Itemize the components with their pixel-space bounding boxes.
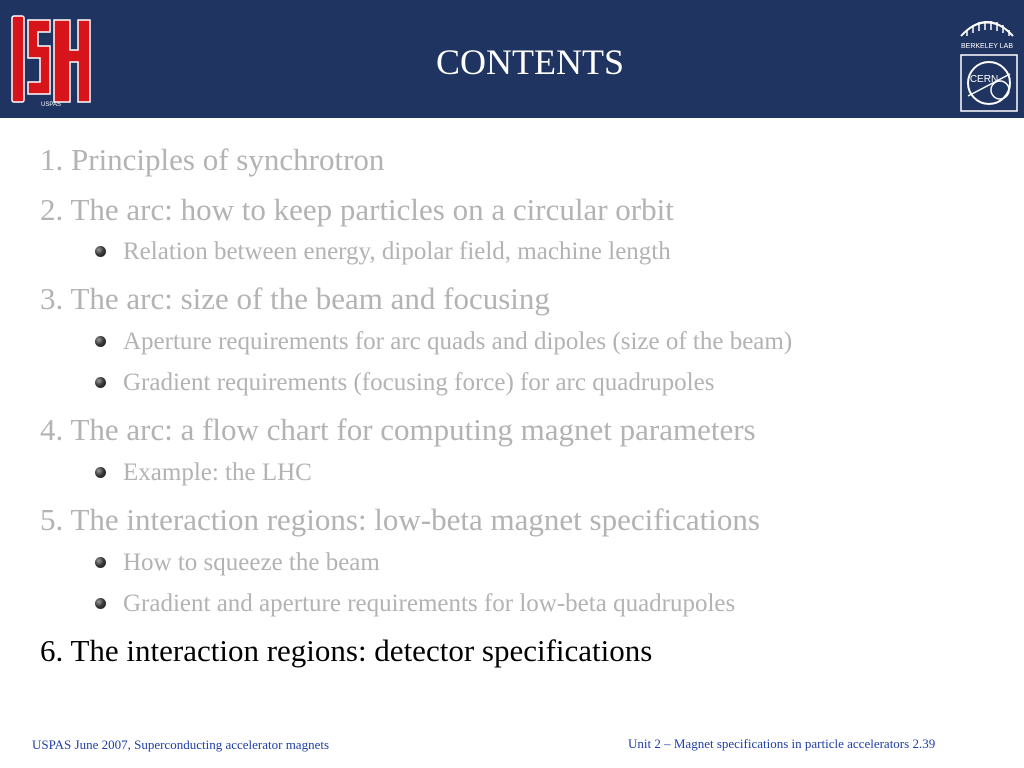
bullet-icon — [95, 467, 106, 478]
contents-subitem — [95, 236, 671, 268]
contents-item-1: 1. Principles of synchrotron — [40, 142, 385, 177]
subitem-label: Example: the LHC — [123, 459, 312, 486]
uspas-logo-text: USPAS — [41, 102, 61, 108]
subitem-label: Gradient and aperture requirements for low-beta quadrupoles — [123, 590, 736, 617]
subitem-label: Aperture requirements for arc quads and dipoles (size of the beam) — [123, 328, 793, 355]
contents-item-2: 2. The arc: how to keep particles on a circular orbit — [40, 192, 674, 227]
slide-header — [0, 0, 1024, 118]
contents-subitem — [95, 547, 380, 579]
subitem-label: Relation between energy, dipolar field, machine length — [123, 238, 671, 265]
contents-subitem — [95, 367, 714, 399]
contents-item-6: 6. The interaction regions: detector specifications — [40, 633, 653, 668]
contents-subitem — [95, 457, 312, 489]
berkeley-lab-logo — [955, 6, 1019, 52]
contents-item-3: 3. The arc: size of the beam and focusing — [40, 281, 550, 316]
bullet-icon — [95, 377, 106, 388]
footer-unit-info: Unit 2 – Magnet specifications in particle accelerators 2.39 — [628, 736, 936, 751]
bullet-icon — [95, 598, 106, 609]
uspas-logo — [8, 10, 94, 108]
contents-subitem — [95, 588, 735, 620]
cern-logo-text: CERN — [969, 74, 999, 85]
footer-course-info: USPAS June 2007, Superconducting accelerator magnets — [32, 737, 330, 752]
contents-item-4: 4. The arc: a flow chart for computing magnet parameters — [40, 412, 756, 447]
bullet-icon — [95, 246, 106, 257]
bullet-icon — [95, 557, 106, 568]
cern-logo — [960, 54, 1018, 112]
berkeley-lab-logo-text: BERKELEY LAB — [960, 43, 1014, 50]
subitem-label: Gradient requirements (focusing force) for arc quadrupoles — [123, 369, 715, 396]
slide-title: CONTENTS — [436, 42, 624, 82]
contents-item-5: 5. The interaction regions: low-beta magnet specifications — [40, 502, 760, 537]
contents-subitem — [95, 326, 792, 358]
bullet-icon — [95, 336, 106, 347]
subitem-label: How to squeeze the beam — [123, 549, 380, 576]
